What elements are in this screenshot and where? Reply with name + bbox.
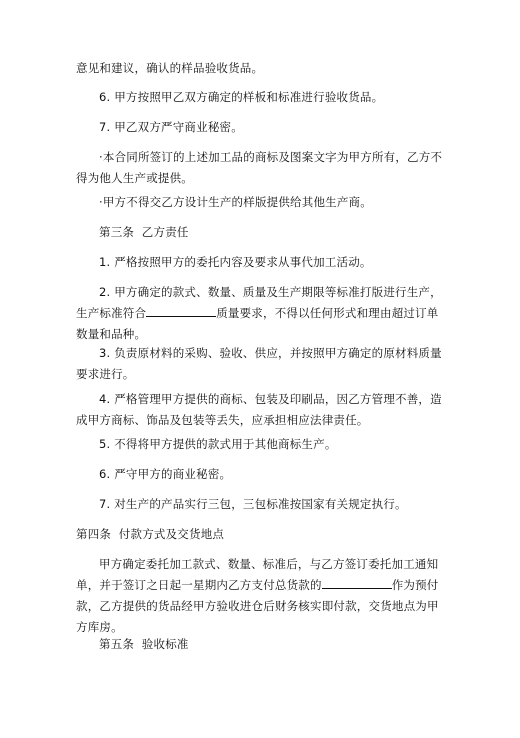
paragraph-payment-terms-text-after: 作为预付款，乙方提供的货品经甲方验收进仓后财务核实即付款，交货地点为甲方库房。 (76, 578, 439, 634)
paragraph-party-b-item-6: 6. 严守甲方的商业秘密。 (99, 467, 232, 481)
section-heading-article-3: 第三条 乙方责任 (99, 225, 189, 239)
paragraph-trademark-ownership: ·本合同所签订的上述加工品的商标及图案文字为甲方所有，乙方不得为他人生产或提供。 (76, 150, 443, 185)
fill-in-blank-prepayment-ratio (322, 576, 392, 589)
fill-in-blank-quality-standard (146, 304, 216, 317)
paragraph-party-b-item-7: 7. 对生产的产品实行三包，三包标准按国家有关规定执行。 (99, 497, 407, 511)
paragraph-party-b-item-1: 1. 严格按照甲方的委托内容及要求从事代加工活动。 (99, 255, 372, 269)
section-heading-article-5: 第五条 验收标准 (99, 637, 189, 651)
paragraph-payment-terms-text-before: 甲方确定委托加工款式、数量、标准后，与乙方签订委托加工通知单，并于签订之日起一星期内乙方支付总货款的 (76, 557, 439, 592)
paragraph-party-b-item-2-text-before: 2. 甲方确定的款式、数量、质量及生产期限等标准打版进行生产，生产标准符合 (76, 285, 442, 320)
paragraph-samples-confirmation: 意见和建议，确认的样品验收货品。 (76, 61, 264, 75)
paragraph-party-a-item-6: 6. 甲方按照甲乙双方确定的样板和标准进行验收货品。 (99, 90, 384, 104)
paragraph-party-b-item-2 (76, 282, 446, 345)
paragraph-payment-terms (76, 554, 446, 638)
paragraph-party-b-item-4: 4. 严格管理甲方提供的商标、包装及印刷品，因乙方管理不善，造成甲方商标、饰品及包装等丢失，应承担相应法律责任。 (76, 392, 442, 427)
paragraph-party-b-item-2-text-after: 质量要求，不得以任何形式和理由超过订单数量和品种。 (76, 306, 439, 341)
paragraph-party-a-item-7: 7. 甲乙双方严守商业秘密。 (99, 120, 243, 134)
paragraph-design-confidentiality: ·甲方不得交乙方设计生产的样版提供给其他生产商。 (99, 195, 372, 209)
section-heading-article-4: 第四条 付款方式及交货地点 (76, 527, 225, 541)
paragraph-party-b-item-3: 3. 负责原材料的采购、验收、供应，并按照甲方确定的原材料质量要求进行。 (76, 346, 442, 381)
paragraph-party-b-item-5: 5. 不得将甲方提供的款式用于其他商标生产。 (99, 437, 337, 451)
